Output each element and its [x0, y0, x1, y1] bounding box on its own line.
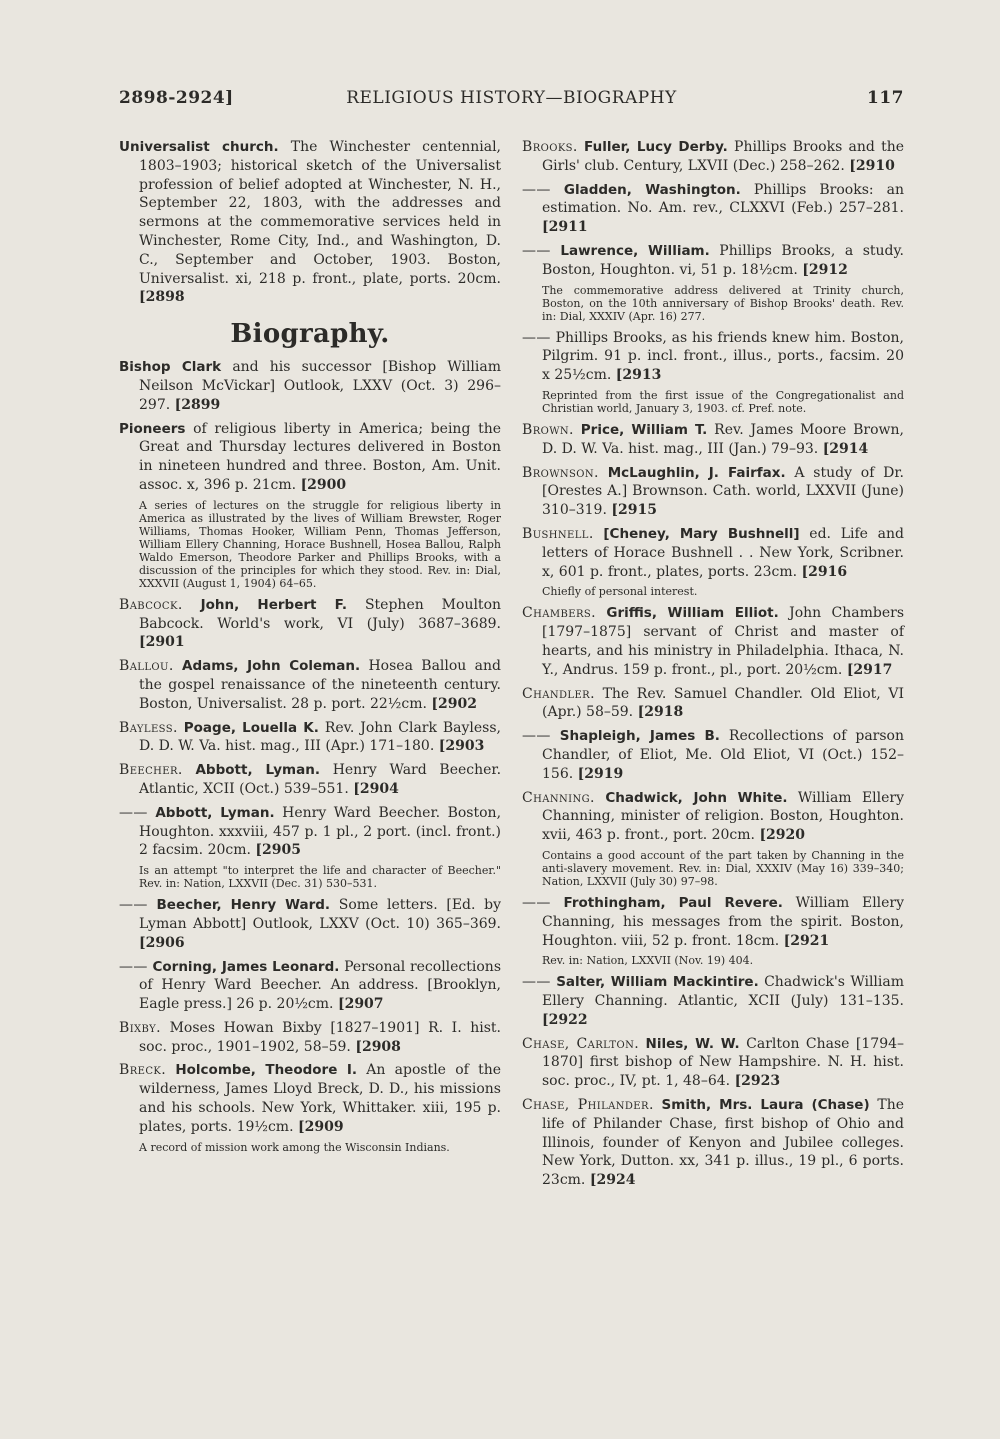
entry-number: [2903	[438, 738, 485, 755]
entry-lead: ——	[119, 804, 148, 821]
bibliography-entry	[119, 896, 501, 952]
running-head	[119, 88, 904, 112]
entry-lead: Chambers.	[522, 605, 596, 622]
bibliography-entry	[522, 789, 904, 845]
bibliography-entry	[522, 685, 904, 723]
entry-number: [2917	[846, 661, 893, 678]
entry-lead: ——	[119, 897, 148, 914]
entry-head: Fuller, Lucy Derby.	[584, 139, 728, 155]
entry-text: A study of Dr. [Orestes A.] Brownson. Cath. world, LXXVII (June) 310–319.	[542, 464, 905, 519]
entry-head: Frothingham, Paul Revere.	[563, 894, 783, 911]
bibliography-entry	[119, 596, 501, 652]
entry-lead: Brownson.	[522, 464, 599, 481]
entry-text: John Chambers [1797–1875] servant of Christ and master of hearts, and his ministry in Philadelphia. Ithaca, N. Y., Andrus. 159 p. front., pl., port. 20½cm.	[542, 605, 905, 678]
bibliography-entry	[522, 1035, 904, 1091]
entry-number: [2905	[255, 842, 301, 859]
entry-text: Moses Howan Bixby [1827–1901] R. I. hist. soc. proc., 1901–1902, 58–59.	[139, 1019, 502, 1055]
bibliography-entry	[119, 719, 501, 757]
entry-head: Pioneers	[119, 420, 186, 437]
bibliography-entry	[522, 727, 904, 783]
entry-text: Carlton Chase [1794–1870] first bishop of New Hampshire. N. H. hist. soc. proc., IV, pt. 1, 48–64.	[542, 1035, 905, 1090]
entry-head: Smith, Mrs. Laura (Chase)	[661, 1097, 870, 1114]
entry-lead: Brooks.	[522, 139, 578, 155]
entry-text: ed. Life and letters of Horace Bushnell . . New York, Scribner. x, 601 p. front., plates, ports. 23cm.	[542, 525, 904, 580]
entry-lead: Chase, Carlton.	[522, 1035, 640, 1052]
entry-head: Poage, Louella K.	[183, 719, 319, 736]
entry-text: and his successor [Bishop William Neilson McVickar] Outlook, LXXV (Oct. 3) 296–297.	[139, 359, 501, 413]
entry-text: Phillips Brooks, a study. Boston, Houghton. vi, 51 p. 18½cm.	[542, 242, 904, 278]
entry-text: Chadwick's William Ellery Channing. Atlantic, XCII (July) 131–135.	[542, 974, 905, 1010]
entry-head: Price, William T.	[580, 421, 708, 438]
entry-text: The life of Philander Chase, first bishop of Ohio and Illinois, founder of Kenyon and Jubilee colleges. New York, Dutton. xx, 341 p. illus., 19 pl., 6 ports. 23cm.	[542, 1097, 905, 1189]
entry-number: [2911	[542, 219, 588, 236]
bibliography-entry	[119, 138, 501, 307]
bibliography-entry	[119, 420, 501, 495]
entry-number: [2912	[802, 261, 848, 278]
entry-number: [2924	[589, 1172, 636, 1189]
page-number: 117	[867, 88, 904, 108]
entry-text: Phillips Brooks: an estimation. No. Am. rev., CLXXVI (Feb.) 257–281.	[542, 181, 905, 217]
bibliography-entry	[522, 1096, 904, 1190]
entry-text: William Ellery Channing, his messages from the spirit. Boston, Houghton. viii, 52 p. front. 18cm.	[542, 894, 905, 949]
entry-number: [2921	[783, 932, 830, 949]
entry-lead: ——	[522, 728, 551, 745]
entry-head: John, Herbert F.	[200, 596, 348, 613]
entry-head: Abbott, Lyman.	[155, 804, 275, 821]
entry-lead: Bayless.	[119, 719, 178, 736]
section-title: Biography.	[230, 319, 390, 350]
bibliography-entry	[522, 464, 904, 520]
entry-lead: Channing.	[522, 789, 595, 806]
entry-number: [2900	[300, 476, 347, 493]
bibliography-entry	[522, 242, 904, 280]
entry-head: Niles, W. W.	[645, 1035, 740, 1052]
entry-note: A series of lectures on the struggle for religious liberty in America as illustrated by the lives of William Brewster, Roger Williams, Thomas Hooker, William Penn, Thomas Jefferson, William Ellery Channing, Horace Bushnell, Hosea Ballou, Ralph Waldo Emerson, Theodore Parker and Phillips Brooks, with a discussion of the principles for which they stood. Rev. in: Dial, XXXVII (August 1, 1904) 64–65.	[139, 498, 501, 590]
entry-head: Universalist church.	[119, 139, 279, 155]
bibliography-entry	[119, 804, 501, 860]
entry-lead: ——	[522, 974, 551, 991]
entry-text: Some letters. [Ed. by Lyman Abbott] Outlook, LXXV (Oct. 10) 365–369.	[139, 897, 502, 932]
bibliography-entry	[119, 1019, 501, 1057]
entry-text: The Rev. Samuel Chandler. Old Eliot, VI (Apr.) 58–59.	[542, 685, 905, 721]
entry-text: of religious liberty in America; being the Great and Thursday lectures delivered in Boston in nineteen hundred and three. Boston, Am. Unit. assoc. x, 396 p. 21cm.	[139, 420, 501, 493]
entry-text: Rev. John Clark Bayless, D. D. W. Va. hist. mag., III (Apr.) 171–180.	[139, 719, 502, 755]
entry-lead: ——	[119, 958, 148, 975]
entry-note: Is an attempt "to interpret the life and character of Beecher." Rev. in: Nation, LXXVII (Dec. 31) 530–531.	[139, 864, 501, 891]
entry-number: [2899	[174, 396, 221, 413]
entry-note: Chiefly of personal interest.	[542, 585, 698, 599]
entry-number: [2919	[577, 765, 624, 782]
entry-number: [2910	[849, 157, 895, 174]
entry-text: Henry Ward Beecher. Atlantic, XCII (Oct.) 539–551.	[139, 762, 502, 797]
entry-number: [2908	[355, 1038, 401, 1055]
bibliography-entry	[119, 657, 501, 713]
entry-text: Recollections of parson Chandler, of Eliot, Me. Old Eliot, VI (Oct.) 152–156.	[542, 728, 904, 782]
entry-lead: Chase, Philander.	[522, 1097, 654, 1114]
entry-head: [Cheney, Mary Bushnell]	[603, 525, 800, 542]
entry-note: The commemorative address delivered at Trinity church, Boston, on the 10th anniversary of Bishop Brooks' death. Rev. in: Dial, XXXIV (Apr. 16) 277.	[542, 283, 904, 323]
entry-number: [2902	[431, 695, 477, 712]
entry-head: Salter, William Mackintire.	[556, 974, 759, 991]
bibliography-entry	[522, 181, 904, 237]
entry-text: Henry Ward Beecher. Boston, Houghton. xxxviii, 457 p. 1 pl., 2 port. (incl. front.) 2 facsim. 20cm.	[139, 804, 502, 859]
entry-head: McLaughlin, J. Fairfax.	[607, 464, 786, 481]
bibliography-entry	[522, 329, 904, 385]
bibliography-entry	[522, 525, 904, 581]
entry-note: Rev. in: Nation, LXXVII (Nov. 19) 404.	[542, 954, 754, 968]
entry-text: Stephen Moulton Babcock. World's work, VI (July) 3687–3689.	[139, 596, 502, 632]
entry-number: [2922	[542, 1011, 588, 1028]
entry-note: A record of mission work among the Wisconsin Indians.	[139, 1140, 450, 1154]
entry-number: [2923	[734, 1073, 781, 1090]
entry-lead: Chandler.	[522, 685, 595, 702]
bibliography-entry	[522, 973, 904, 1029]
entry-lead: Ballou.	[119, 658, 174, 675]
entry-text: Phillips Brooks and the Girls' club. Century, LXVII (Dec.) 258–262.	[542, 139, 905, 174]
entry-number: [2915	[611, 502, 657, 519]
entry-head: Lawrence, William.	[560, 242, 710, 259]
bibliography-entry	[522, 421, 904, 459]
entry-text: William Ellery Channing, minister of religion. Boston, Houghton. xvii, 463 p. front., port. 20cm.	[542, 789, 905, 844]
page-range: 2898-2924]	[119, 88, 234, 108]
left-column	[119, 138, 501, 1160]
entry-text: Phillips Brooks, as his friends knew him. Boston, Pilgrim. 91 p. incl. front., illus., ports., facsim. 20 x 25½cm.	[542, 329, 904, 384]
entry-note: Reprinted from the first issue of the Congregationalist and Christian world, January 3, 1903. cf. Pref. note.	[542, 388, 904, 415]
entry-head: Beecher, Henry Ward.	[156, 897, 331, 914]
entry-lead: ——	[522, 181, 551, 198]
entry-head: Chadwick, John White.	[605, 789, 788, 806]
entry-head: Gladden, Washington.	[563, 181, 741, 198]
bibliography-entry	[119, 358, 501, 414]
entry-head: Holcombe, Theodore I.	[175, 1062, 358, 1079]
entry-lead: ——	[522, 242, 551, 259]
entry-lead: Babcock.	[119, 596, 183, 613]
entry-number: [2898	[139, 289, 185, 306]
entry-number: [2920	[759, 827, 806, 844]
entry-number: [2916	[801, 563, 848, 580]
bibliography-entry	[119, 1061, 501, 1136]
entry-lead: Breck.	[119, 1062, 167, 1079]
entry-lead: Bushnell.	[522, 525, 594, 542]
entry-head: Adams, John Coleman.	[182, 658, 361, 675]
entry-text: Personal recollections of Henry Ward Beecher. An address. [Brooklyn, Eagle press.] 26 p. 20½cm.	[139, 958, 502, 1013]
right-column	[522, 138, 904, 1195]
entry-head: Shapleigh, James B.	[559, 728, 720, 745]
entry-number: [2914	[822, 440, 869, 457]
bibliography-entry	[522, 894, 904, 950]
bibliography-entry	[119, 761, 501, 799]
entry-number: [2909	[297, 1118, 344, 1135]
entry-lead: ——	[522, 894, 551, 911]
entry-head: Bishop Clark	[119, 359, 222, 376]
entry-text: An apostle of the wilderness, James Lloyd Breck, D. D., his missions and his schools. New York, Whittaker. xiii, 195 p. plates, ports. 19½cm.	[139, 1062, 502, 1135]
bibliography-entry	[119, 958, 501, 1014]
entry-number: [2904	[353, 780, 399, 797]
entry-number: [2918	[637, 704, 684, 721]
entry-number: [2907	[337, 996, 384, 1013]
running-title: RELIGIOUS HISTORY—BIOGRAPHY	[346, 88, 677, 108]
bibliography-entry	[522, 138, 904, 176]
entry-head: Corning, James Leonard.	[152, 958, 340, 975]
entry-number: [2901	[139, 634, 185, 651]
entry-head: Abbott, Lyman.	[195, 762, 320, 779]
entry-text: Hosea Ballou and the gospel renaissance of the nineteenth century. Boston, Universalist. 28 p. port. 22½cm.	[139, 658, 501, 712]
entry-lead: Beecher.	[119, 762, 183, 779]
entry-number: [2906	[139, 934, 185, 951]
entry-head: Griffis, William Elliot.	[606, 605, 779, 622]
entry-lead: ——	[522, 329, 551, 346]
entry-lead: Brown.	[522, 421, 574, 438]
entry-text: Rev. James Moore Brown, D. D. W. Va. hist. mag., III (Jan.) 79–93.	[542, 421, 904, 457]
entry-number: [2913	[615, 367, 662, 384]
bibliography-entry	[522, 604, 904, 679]
entry-text: The Winchester centennial, 1803–1903; historical sketch of the Universalist profession of belief adopted at Winchester, N. H., September 22, 1803, with the addresses and sermons at the commemorative services held in Winchester, Rome City, Ind., and Washington, D. C., September and October, 1903. Boston, Universalist. xi, 218 p. front., plate, ports. 20cm.	[139, 139, 501, 287]
entry-note: Contains a good account of the part taken by Channing in the anti-slavery movement. Rev. in: Dial, XXXIV (May 16) 339–340; Nation, LXXVII (July 30) 97–98.	[542, 848, 904, 888]
entry-lead: Bixby.	[119, 1019, 161, 1036]
